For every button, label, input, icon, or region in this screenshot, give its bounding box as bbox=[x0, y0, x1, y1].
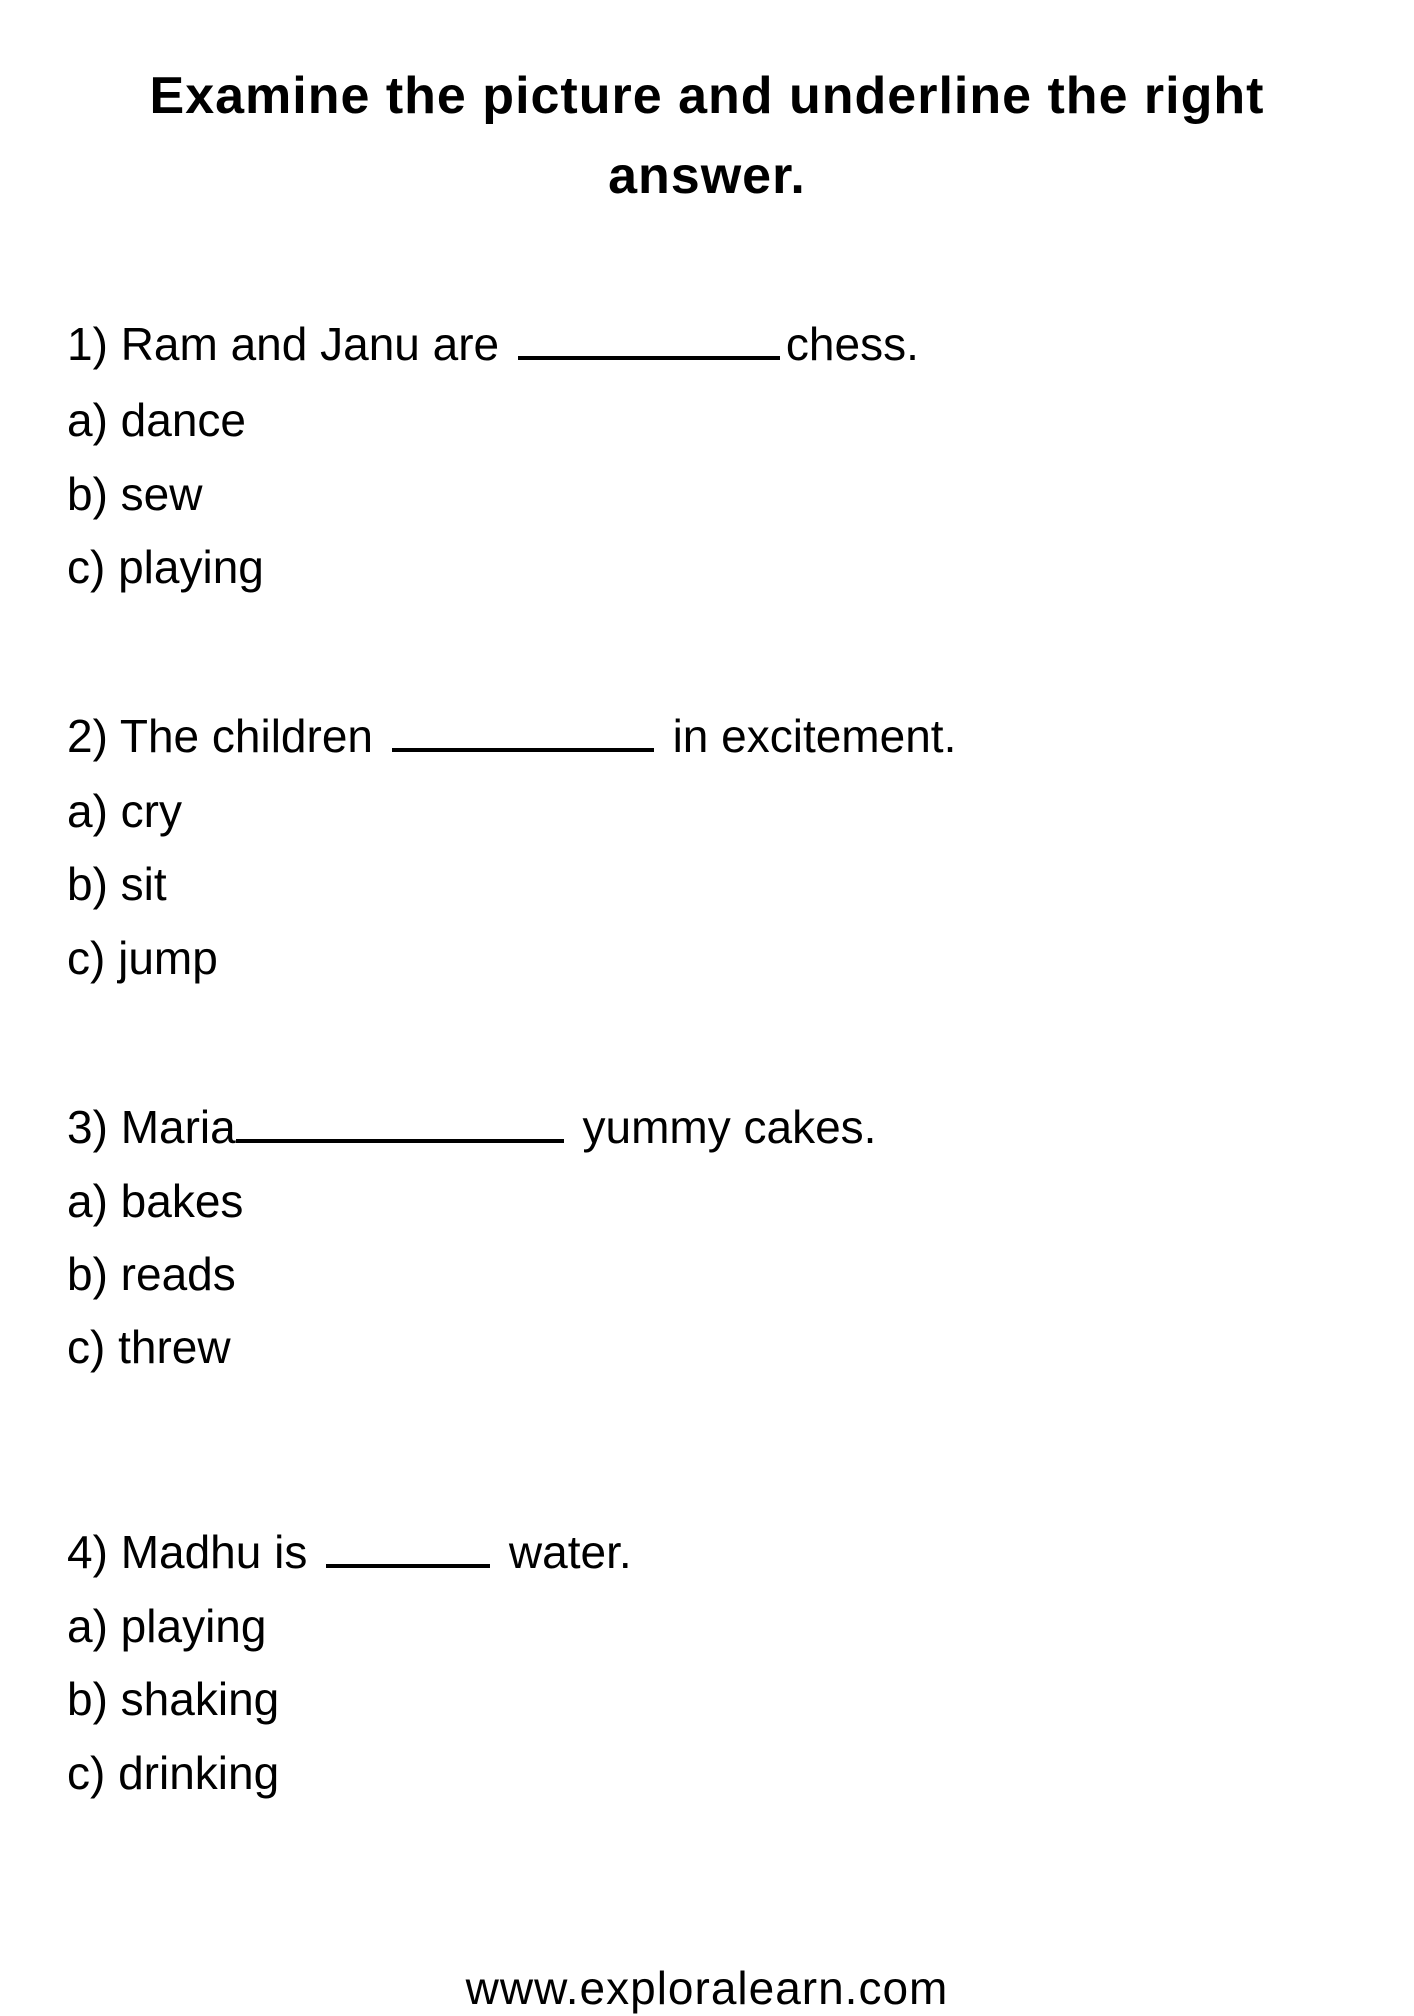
answer-blank[interactable] bbox=[326, 1524, 490, 1568]
question-number: 4) bbox=[67, 1526, 108, 1578]
option-b[interactable]: b) sew bbox=[67, 468, 203, 520]
option-a[interactable]: a) cry bbox=[67, 785, 182, 837]
question-before-blank: Ram and Janu are bbox=[120, 318, 500, 370]
question-number: 3) bbox=[67, 1101, 108, 1153]
question-after-blank: chess. bbox=[785, 318, 919, 370]
question-after-blank: water. bbox=[508, 1526, 632, 1578]
question-before-blank: The children bbox=[119, 710, 373, 762]
question-before-blank: Madhu is bbox=[120, 1526, 308, 1578]
option-a[interactable]: a) dance bbox=[67, 394, 247, 446]
title-line-1: Examine the picture and underline the right bbox=[149, 67, 1265, 125]
option-a[interactable]: a) bakes bbox=[67, 1175, 244, 1227]
question-number: 1) bbox=[67, 318, 108, 370]
question-3-text bbox=[67, 1099, 876, 1155]
footer-website: www.exploralearn.com bbox=[465, 1962, 949, 2014]
option-b[interactable]: b) sit bbox=[67, 858, 167, 910]
option-c[interactable]: c) playing bbox=[67, 541, 264, 593]
question-2-text bbox=[67, 708, 956, 764]
answer-blank[interactable] bbox=[518, 316, 780, 360]
question-number: 2) bbox=[67, 710, 108, 762]
option-b[interactable]: b) shaking bbox=[67, 1673, 280, 1725]
answer-blank[interactable] bbox=[392, 708, 654, 752]
title-line-2: answer. bbox=[608, 147, 806, 205]
option-c[interactable]: c) drinking bbox=[67, 1747, 280, 1799]
answer-blank[interactable] bbox=[236, 1099, 564, 1143]
question-after-blank: yummy cakes. bbox=[582, 1101, 877, 1153]
option-a[interactable]: a) playing bbox=[67, 1600, 267, 1652]
option-b[interactable]: b) reads bbox=[67, 1248, 236, 1300]
option-c[interactable]: c) jump bbox=[67, 932, 218, 984]
question-before-blank: Maria bbox=[120, 1101, 236, 1153]
option-c[interactable]: c) threw bbox=[67, 1321, 231, 1373]
question-after-blank: in excitement. bbox=[672, 710, 957, 762]
question-4-text bbox=[67, 1524, 632, 1580]
question-1-text bbox=[67, 316, 919, 372]
